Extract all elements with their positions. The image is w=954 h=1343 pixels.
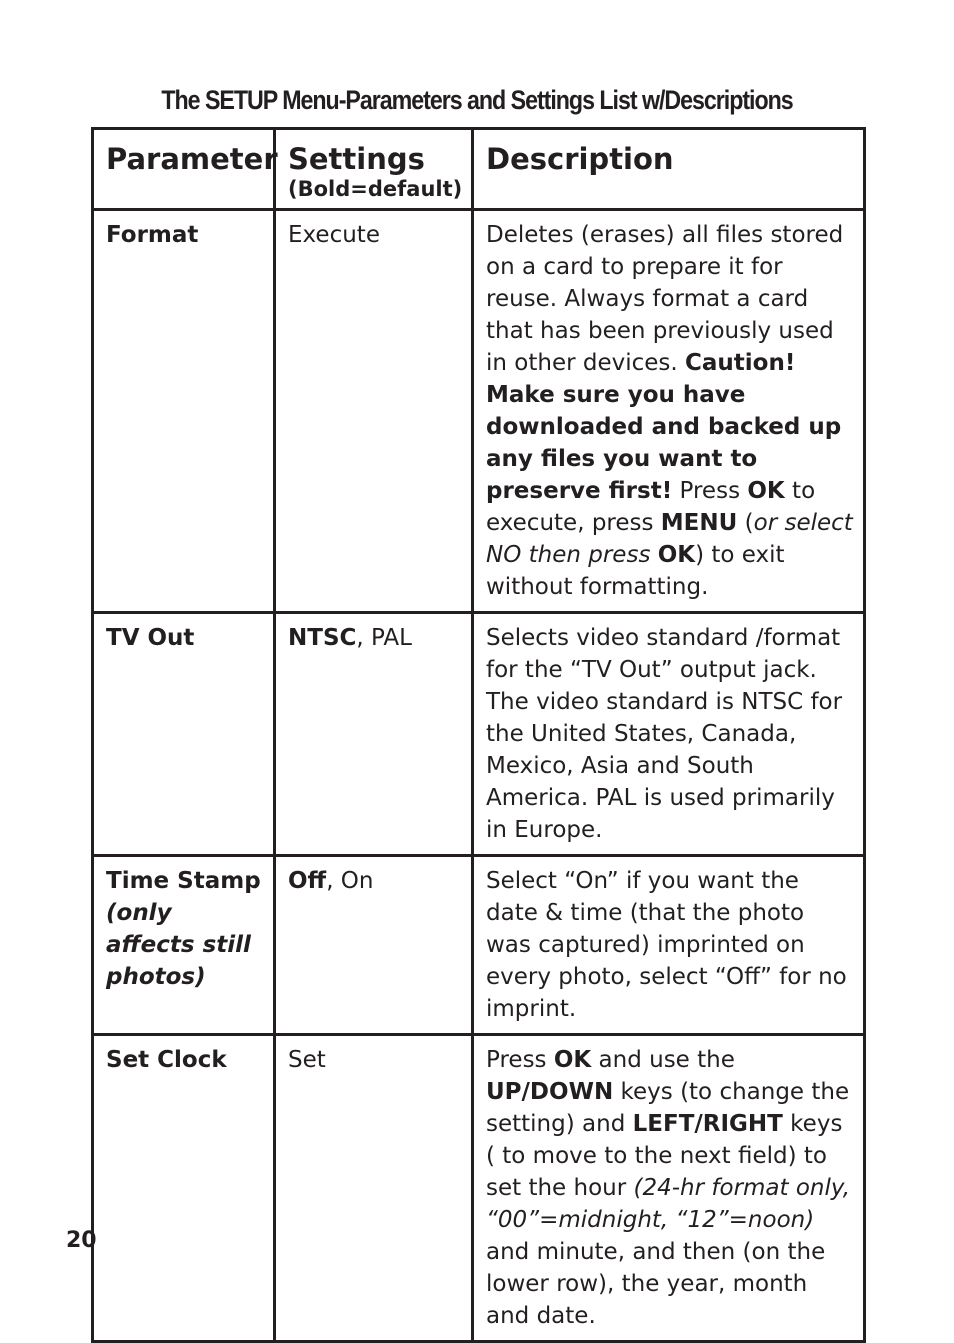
header-description-label: Description: [486, 142, 674, 176]
header-parameter-label: Parameter: [106, 142, 278, 176]
table-row: [93, 613, 865, 856]
description-cell: [473, 613, 865, 856]
description-text: LEFT/RIGHT: [632, 1111, 783, 1137]
table-header-row: [93, 129, 865, 210]
table-row: [93, 210, 865, 613]
header-description: [473, 129, 865, 210]
parameter-cell: [93, 613, 275, 856]
description-text: OK: [657, 542, 696, 568]
setting-option: Execute: [288, 222, 380, 248]
description-text: keys (to change the setting) and: [486, 1079, 850, 1137]
header-settings: [275, 129, 473, 210]
settings-cell: [275, 1035, 473, 1342]
setup-parameters-table: [91, 127, 866, 1343]
parameter-note: (only affects still photos): [106, 900, 251, 990]
description-text: Caution! Make sure you have downloaded and backed up any files you want to preserve first!: [486, 350, 842, 504]
table-row: [93, 1035, 865, 1342]
parameter-name: Format: [106, 222, 199, 248]
page-title: The SETUP Menu-Parameters and Settings List w/Descriptions: [161, 85, 793, 115]
description-text: Select “On” if you want the date & time (that the photo was captured) imprinted on every photo, select “Off” for no imprint.: [486, 868, 847, 1022]
parameter-name: Set Clock: [106, 1047, 227, 1073]
description-text: to execute, press: [486, 478, 816, 536]
setting-option: , On: [326, 868, 374, 894]
page-number: 20: [66, 1228, 97, 1253]
parameter-cell: [93, 856, 275, 1035]
description-text: Selects video standard /format for the “TV Out” output jack. The video standard is NTSC for the United States, Canada, Mexico, Asia and South America. PAL is used primarily in Europe.: [486, 625, 843, 843]
parameter-name: Time Stamp: [106, 868, 261, 894]
header-parameter: [93, 129, 278, 210]
description-text: (24-hr format only, “00”=midnight, “12”=noon): [486, 1175, 851, 1233]
default-setting: Off: [288, 868, 327, 894]
table-row: [93, 856, 865, 1035]
description-text: Deletes (erases) all files stored on a card to prepare it for reuse. Always format a card that has been previously used in other devices.: [486, 222, 844, 376]
settings-cell: [275, 856, 473, 1035]
description-text: and use the: [591, 1047, 735, 1073]
description-text: OK: [553, 1047, 592, 1073]
description-cell: [473, 856, 865, 1035]
description-cell: [473, 1035, 865, 1342]
parameter-cell: [93, 210, 275, 613]
header-settings-note: (Bold=default): [288, 177, 463, 201]
description-text: MENU: [660, 510, 738, 536]
description-text: Press: [672, 478, 748, 504]
settings-cell: [275, 210, 473, 613]
description-text: OK: [747, 478, 785, 504]
setting-option: Set: [288, 1047, 326, 1073]
default-setting: NTSC: [288, 625, 357, 651]
setting-option: , PAL: [356, 625, 412, 651]
description-text: and minute, and then (on the lower row), the year, month and date.: [486, 1239, 826, 1329]
description-text: ) to exit without formatting.: [486, 542, 785, 600]
parameter-cell: [93, 1035, 275, 1342]
description-text: keys ( to move to the next field) to set the hour: [486, 1111, 843, 1201]
table-body: [93, 210, 865, 1342]
description-text: Press: [486, 1047, 554, 1073]
settings-cell: [275, 613, 473, 856]
description-text: (: [737, 510, 754, 536]
description-cell: [473, 210, 865, 613]
header-settings-label: Settings: [288, 142, 425, 176]
parameter-name: TV Out: [106, 625, 195, 651]
description-text: or select NO then press: [486, 510, 853, 568]
description-text: UP/DOWN: [486, 1079, 614, 1105]
